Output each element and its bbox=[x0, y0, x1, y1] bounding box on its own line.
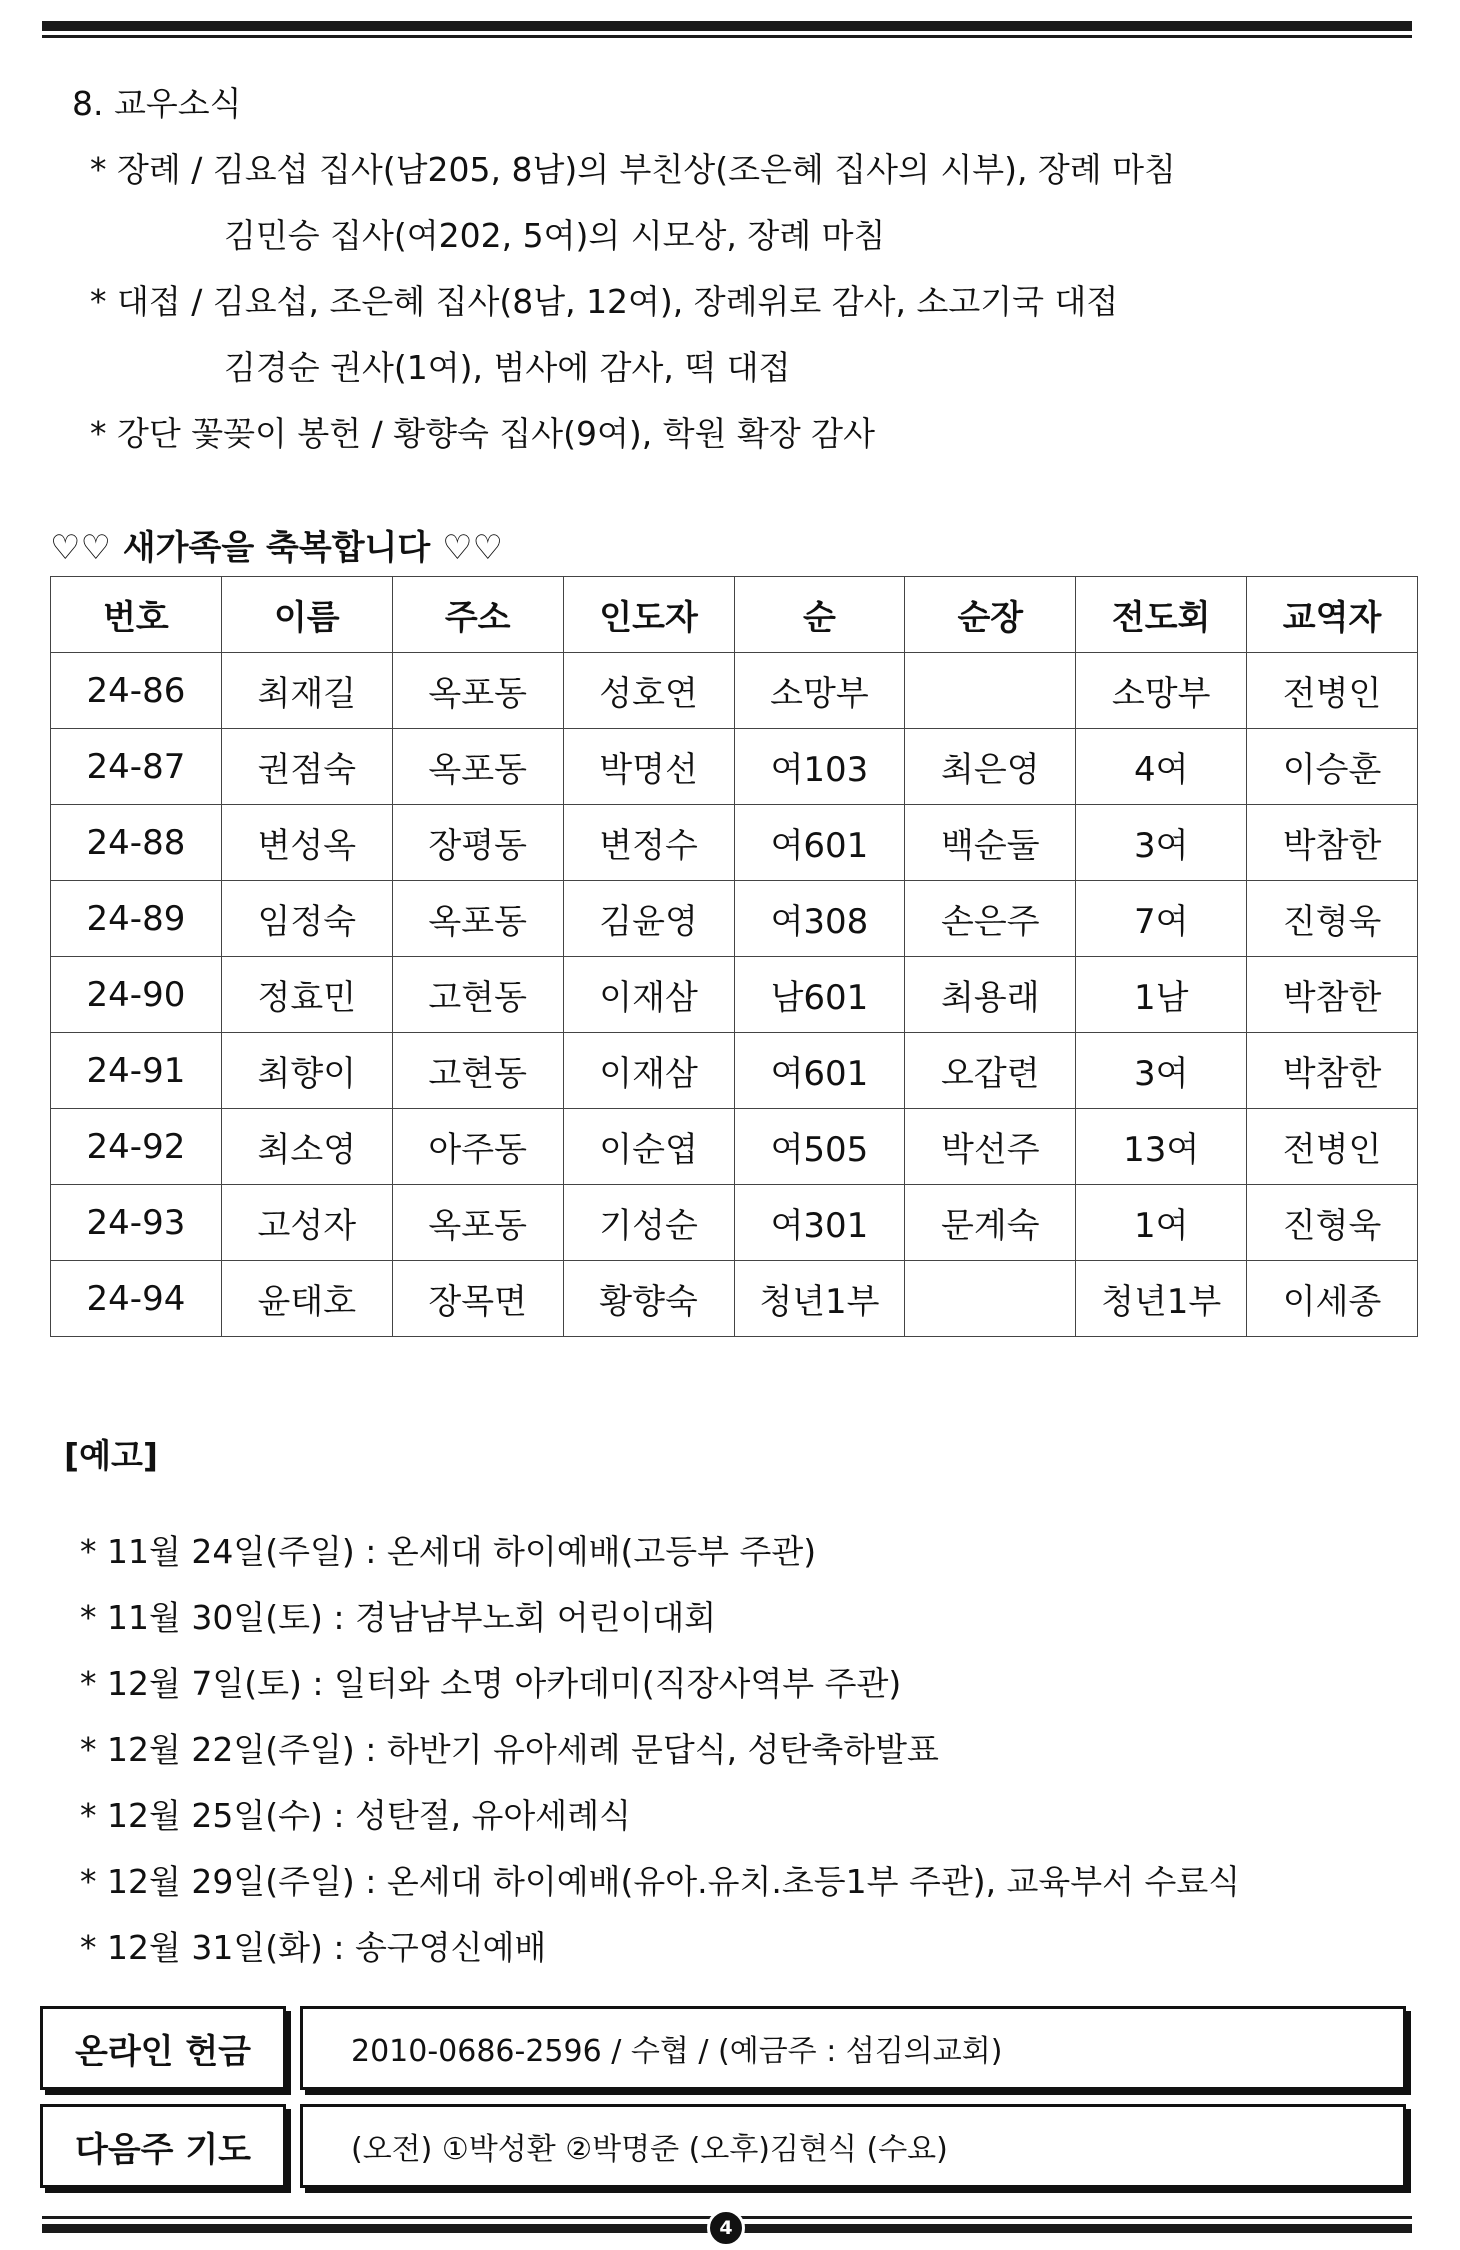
table-cell: 24-93 bbox=[51, 1185, 222, 1261]
table-row bbox=[51, 1109, 1418, 1185]
table-cell: 24-87 bbox=[51, 729, 222, 805]
notice-item: * 12월 25일(수) : 성탄절, 유아세례식 bbox=[80, 1796, 631, 1835]
table-cell: 여601 bbox=[734, 805, 905, 881]
table-cell: 3여 bbox=[1076, 1033, 1247, 1109]
table-cell: 장평동 bbox=[392, 805, 563, 881]
table-cell bbox=[905, 653, 1076, 729]
table-cell: 13여 bbox=[1076, 1109, 1247, 1185]
table-cell: 옥포동 bbox=[392, 653, 563, 729]
table-cell: 여601 bbox=[734, 1033, 905, 1109]
table-cell: 4여 bbox=[1076, 729, 1247, 805]
table-cell: 3여 bbox=[1076, 805, 1247, 881]
table-cell: 옥포동 bbox=[392, 729, 563, 805]
table-cell: 7여 bbox=[1076, 881, 1247, 957]
table-cell: 박참한 bbox=[1247, 1033, 1418, 1109]
table-cell: 장목면 bbox=[392, 1261, 563, 1337]
table-cell: 옥포동 bbox=[392, 1185, 563, 1261]
table-cell: 소망부 bbox=[1076, 653, 1247, 729]
table-cell: 소망부 bbox=[734, 653, 905, 729]
table-cell: 전병인 bbox=[1247, 653, 1418, 729]
table-cell: 최재길 bbox=[221, 653, 392, 729]
table-cell: 손은주 bbox=[905, 881, 1076, 957]
table-cell: 박선주 bbox=[905, 1109, 1076, 1185]
table-cell: 전병인 bbox=[1247, 1109, 1418, 1185]
online-offering-value: 2010-0686-2596 / 수협 / (예금주 : 섬김의교회) bbox=[300, 2006, 1406, 2090]
table-cell: 이승훈 bbox=[1247, 729, 1418, 805]
table-cell: 여505 bbox=[734, 1109, 905, 1185]
top-rule-thick bbox=[42, 21, 1412, 31]
table-cell: 변정수 bbox=[563, 805, 734, 881]
table-cell: 성호연 bbox=[563, 653, 734, 729]
column-header: 번호 bbox=[51, 577, 222, 653]
column-header: 주소 bbox=[392, 577, 563, 653]
table-cell: 정효민 bbox=[221, 957, 392, 1033]
table-cell: 최용래 bbox=[905, 957, 1076, 1033]
table-cell: 임정숙 bbox=[221, 881, 392, 957]
table-cell: 최소영 bbox=[221, 1109, 392, 1185]
table-cell: 여301 bbox=[734, 1185, 905, 1261]
table-row bbox=[51, 1185, 1418, 1261]
news-line: * 강단 꽃꽂이 봉헌 / 황향숙 집사(9여), 학원 확장 감사 bbox=[90, 414, 875, 453]
news-line: 김경순 권사(1여), 범사에 감사, 떡 대접 bbox=[224, 348, 791, 387]
column-header: 순 bbox=[734, 577, 905, 653]
table-cell: 여103 bbox=[734, 729, 905, 805]
table-cell: 고현동 bbox=[392, 1033, 563, 1109]
notice-title: [예고] bbox=[64, 1436, 158, 1475]
table-cell bbox=[905, 1261, 1076, 1337]
column-header: 인도자 bbox=[563, 577, 734, 653]
table-cell: 1남 bbox=[1076, 957, 1247, 1033]
table-cell: 청년1부 bbox=[1076, 1261, 1247, 1337]
notice-item: * 12월 22일(주일) : 하반기 유아세례 문답식, 성탄축하발표 bbox=[80, 1730, 939, 1769]
next-prayer-label: 다음주 기도 bbox=[40, 2104, 286, 2188]
table-row bbox=[51, 881, 1418, 957]
table-cell: 문계숙 bbox=[905, 1185, 1076, 1261]
table-cell: 남601 bbox=[734, 957, 905, 1033]
table-row bbox=[51, 957, 1418, 1033]
news-line: 김민승 집사(여202, 5여)의 시모상, 장례 마침 bbox=[224, 216, 886, 255]
notice-item: * 11월 30일(토) : 경남남부노회 어린이대회 bbox=[80, 1598, 717, 1637]
table-cell: 황향숙 bbox=[563, 1261, 734, 1337]
table-cell: 24-88 bbox=[51, 805, 222, 881]
table-cell: 윤태호 bbox=[221, 1261, 392, 1337]
table-header-row bbox=[51, 577, 1418, 653]
table-cell: 24-94 bbox=[51, 1261, 222, 1337]
news-line: * 장례 / 김요섭 집사(남205, 8남)의 부친상(조은혜 집사의 시부), 장례 마침 bbox=[90, 150, 1176, 189]
news-title: 8. 교우소식 bbox=[72, 84, 242, 123]
new-family-table bbox=[50, 576, 1418, 1337]
table-cell: 고현동 bbox=[392, 957, 563, 1033]
table-cell: 박참한 bbox=[1247, 957, 1418, 1033]
table-cell: 24-90 bbox=[51, 957, 222, 1033]
table-cell: 이세종 bbox=[1247, 1261, 1418, 1337]
table-cell: 24-89 bbox=[51, 881, 222, 957]
table-cell: 박참한 bbox=[1247, 805, 1418, 881]
table-cell: 이재삼 bbox=[563, 1033, 734, 1109]
notice-item: * 11월 24일(주일) : 온세대 하이예배(고등부 주관) bbox=[80, 1532, 817, 1571]
table-row bbox=[51, 729, 1418, 805]
column-header: 교역자 bbox=[1247, 577, 1418, 653]
table-cell: 이재삼 bbox=[563, 957, 734, 1033]
column-header: 순장 bbox=[905, 577, 1076, 653]
table-cell: 24-92 bbox=[51, 1109, 222, 1185]
news-line: * 대접 / 김요섭, 조은혜 집사(8남, 12여), 장례위로 감사, 소고기국 대접 bbox=[90, 282, 1119, 321]
table-row bbox=[51, 805, 1418, 881]
notice-item: * 12월 7일(토) : 일터와 소명 아카데미(직장사역부 주관) bbox=[80, 1664, 902, 1703]
table-cell: 24-91 bbox=[51, 1033, 222, 1109]
notice-item: * 12월 29일(주일) : 온세대 하이예배(유아.유치.초등1부 주관), 교육부서 수료식 bbox=[80, 1862, 1241, 1901]
table-cell: 최향이 bbox=[221, 1033, 392, 1109]
notice-item: * 12월 31일(화) : 송구영신예배 bbox=[80, 1928, 547, 1967]
table-cell: 백순둘 bbox=[905, 805, 1076, 881]
column-header: 전도회 bbox=[1076, 577, 1247, 653]
table-cell: 최은영 bbox=[905, 729, 1076, 805]
table-row bbox=[51, 653, 1418, 729]
table-cell: 아주동 bbox=[392, 1109, 563, 1185]
table-cell: 1여 bbox=[1076, 1185, 1247, 1261]
page-number: 4 bbox=[707, 2209, 745, 2247]
top-rule-thin bbox=[42, 35, 1412, 38]
table-row bbox=[51, 1033, 1418, 1109]
table-cell: 기성순 bbox=[563, 1185, 734, 1261]
table-cell: 24-86 bbox=[51, 653, 222, 729]
table-cell: 김윤영 bbox=[563, 881, 734, 957]
table-cell: 오갑련 bbox=[905, 1033, 1076, 1109]
table-cell: 권점숙 bbox=[221, 729, 392, 805]
table-cell: 옥포동 bbox=[392, 881, 563, 957]
table-cell: 변성옥 bbox=[221, 805, 392, 881]
table-cell: 진형욱 bbox=[1247, 1185, 1418, 1261]
online-offering-label: 온라인 헌금 bbox=[40, 2006, 286, 2090]
next-prayer-value: (오전) ①박성환 ②박명준 (오후)김현식 (수요) bbox=[300, 2104, 1406, 2188]
table-cell: 고성자 bbox=[221, 1185, 392, 1261]
new-family-heading: ♡♡ 새가족을 축복합니다 ♡♡ bbox=[50, 528, 504, 568]
table-row bbox=[51, 1261, 1418, 1337]
table-cell: 여308 bbox=[734, 881, 905, 957]
table-cell: 청년1부 bbox=[734, 1261, 905, 1337]
table-cell: 진형욱 bbox=[1247, 881, 1418, 957]
table-cell: 박명선 bbox=[563, 729, 734, 805]
column-header: 이름 bbox=[221, 577, 392, 653]
table-cell: 이순엽 bbox=[563, 1109, 734, 1185]
